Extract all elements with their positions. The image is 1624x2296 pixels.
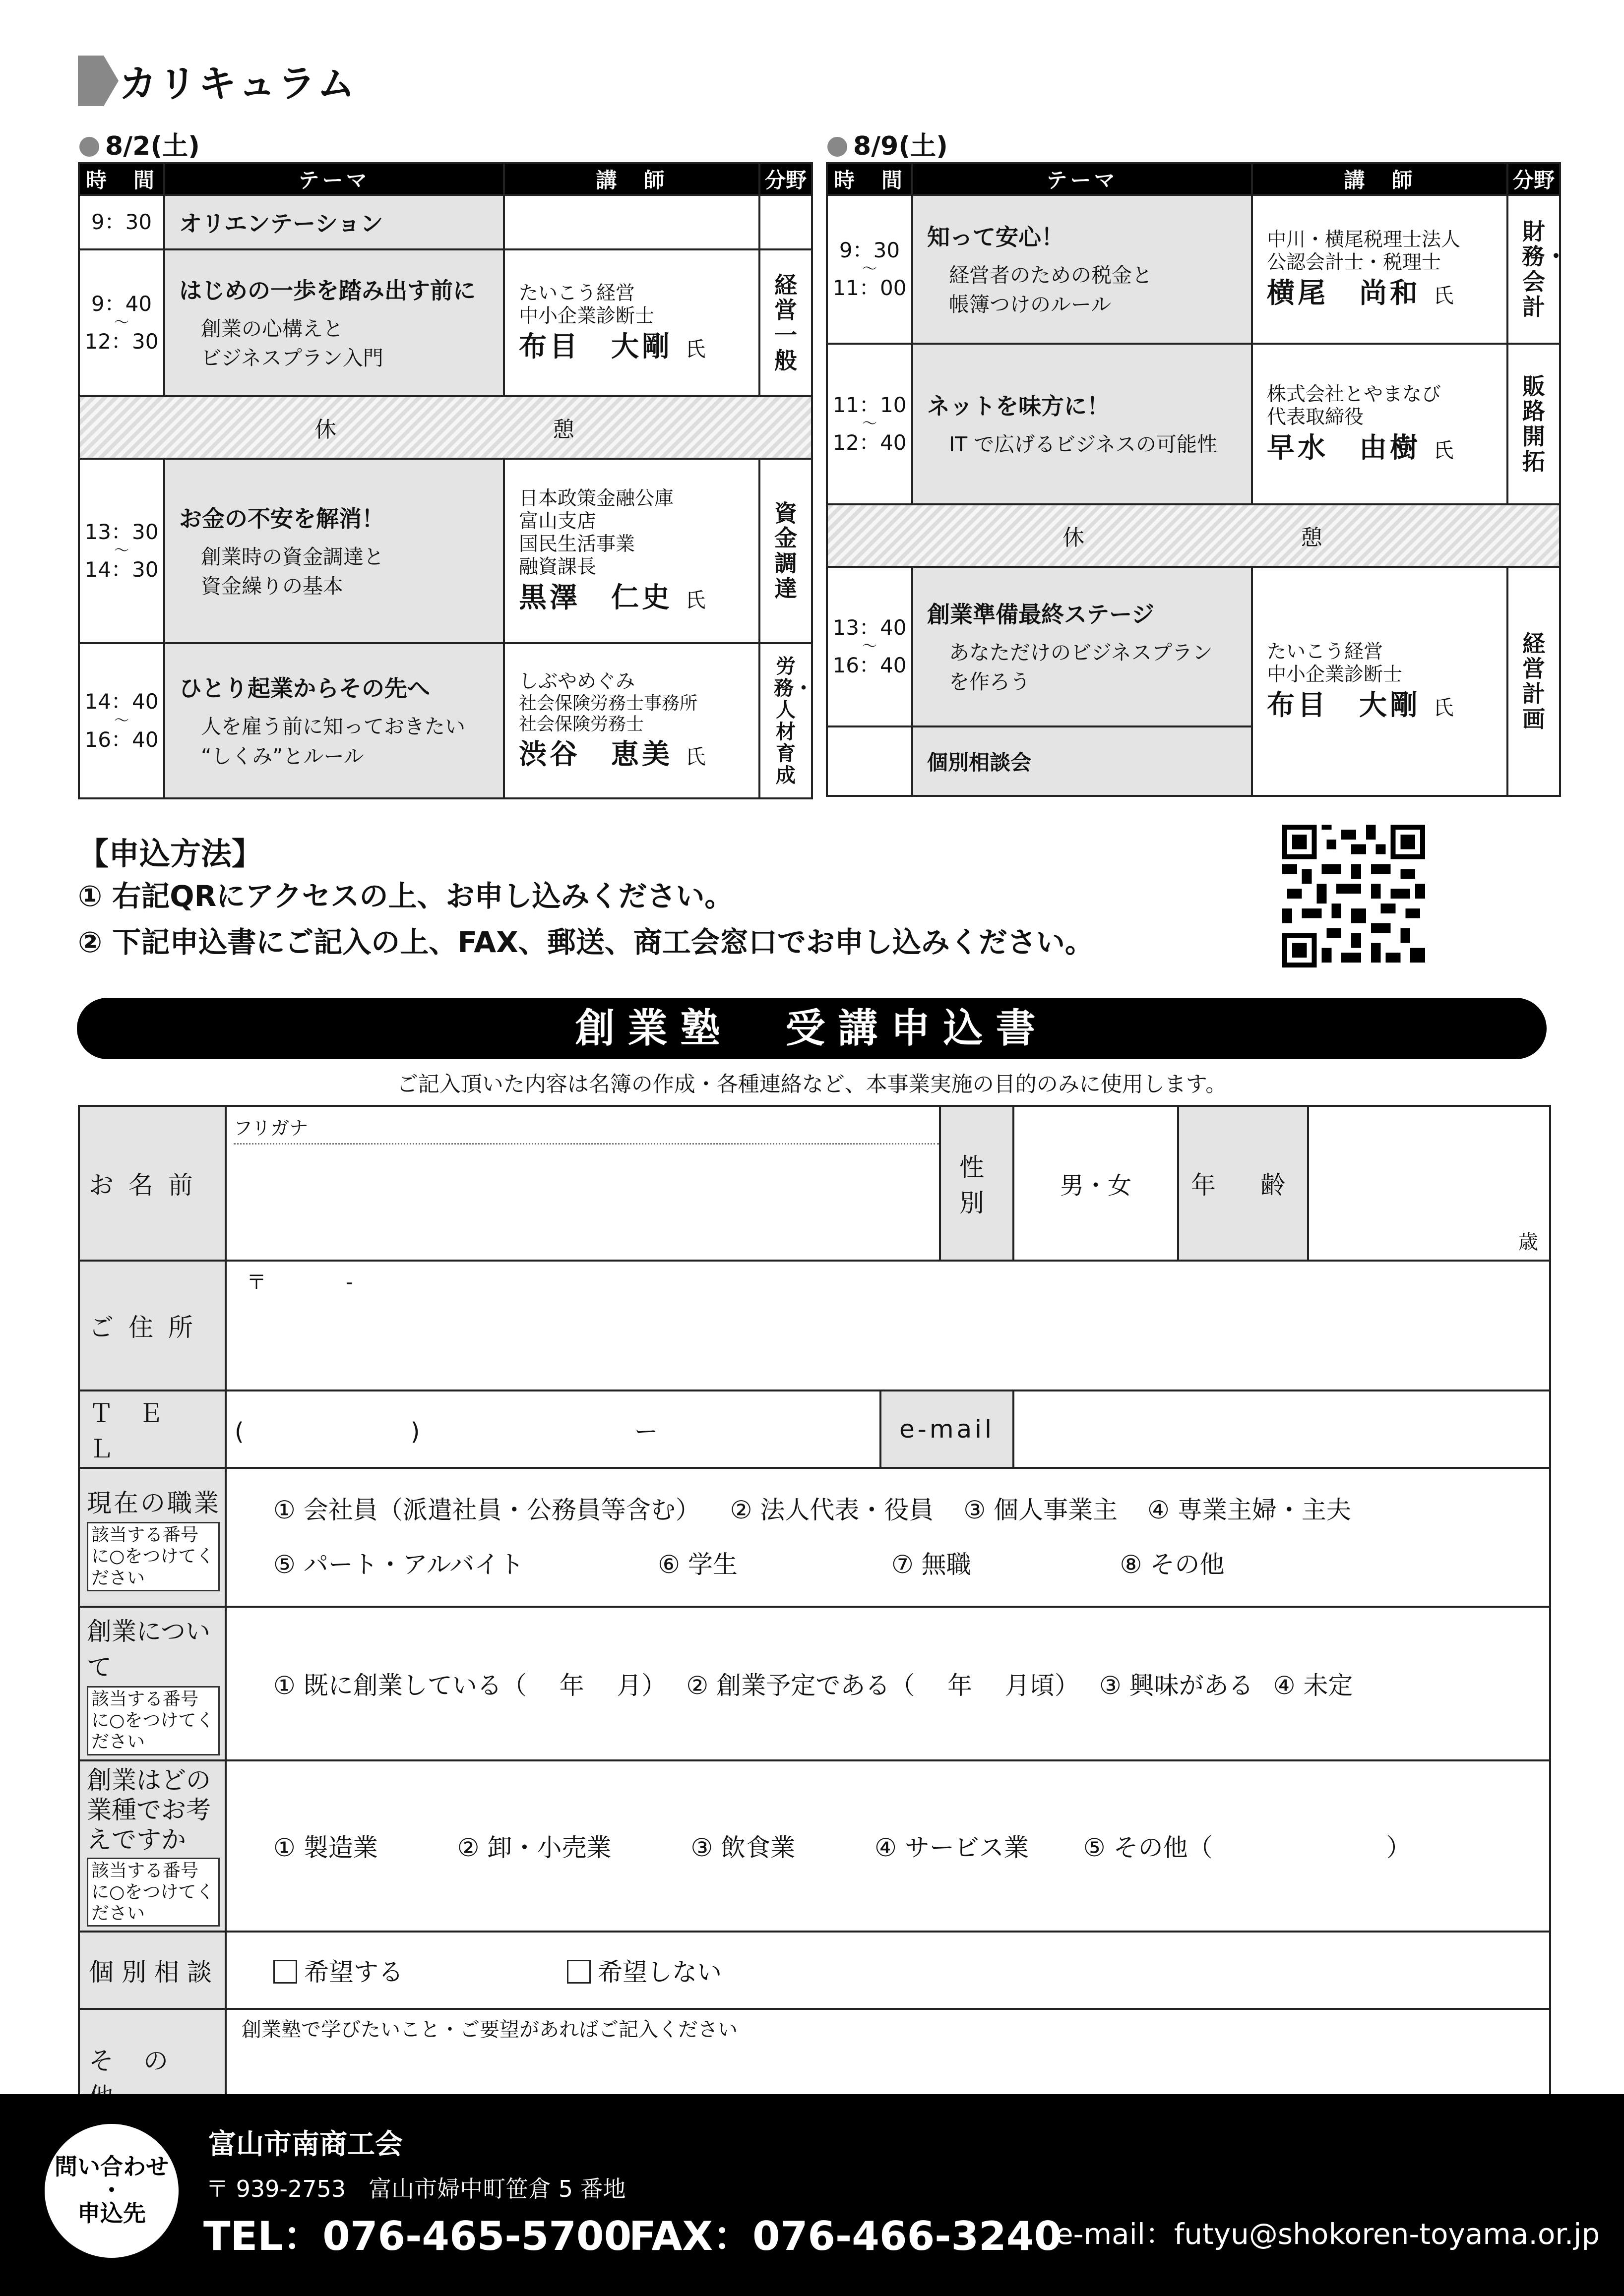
consult-label: 個別相談: [79, 1932, 226, 2009]
apply-method-title: 【申込方法】: [78, 836, 263, 872]
job-option[interactable]: ⑤ パート・アルバイト: [273, 1550, 524, 1579]
job-options[interactable]: [226, 1468, 1550, 1607]
col-time: 時 間: [827, 163, 912, 195]
job-option[interactable]: ④ 専業主婦・主夫: [1147, 1496, 1351, 1524]
address-label: ご住所: [79, 1261, 226, 1390]
tel-number[interactable]: TEL：076-465-5700: [203, 2213, 632, 2259]
gender-field[interactable]: 男・女: [1013, 1106, 1178, 1261]
form-banner: 創業塾 受講申込書: [77, 998, 1547, 1059]
lecturer-name: 布目 大剛: [519, 330, 673, 363]
col-field: 分野: [1507, 163, 1560, 195]
industry-option[interactable]: ⑤ その他（ ）: [1083, 1833, 1411, 1863]
email-field[interactable]: [1013, 1390, 1550, 1468]
checkbox-icon[interactable]: [567, 1960, 591, 1984]
checkbox-icon[interactable]: [273, 1960, 297, 1984]
lecturer-name: 横尾 尚和: [1267, 277, 1421, 309]
org-address: 〒 939-2753 富山市婦中町笹倉 5 番地: [206, 2175, 626, 2202]
job-option[interactable]: ⑥ 学生: [658, 1550, 738, 1579]
job-option[interactable]: ② 法人代表・役員: [730, 1496, 934, 1524]
tel-label: ＴＥＬ: [79, 1390, 226, 1468]
job-option[interactable]: ⑦ 無職: [891, 1550, 971, 1579]
tel-field[interactable]: ( ) ー: [226, 1390, 880, 1468]
table-row: 13：30 ～ 14：30 お金の不安を解消！ 創業時の資金調達と 資金繰りの基本 日本政策金融公庫 富山支店 国民生活事業 融資課長 黒澤 仁史 氏 資金調達: [79, 459, 812, 643]
job-label: 現在の職業 該当する番号に○をつけてください: [79, 1468, 226, 1607]
col-time: 時 間: [79, 163, 164, 195]
table-row: 14：40 ～ 16：40 ひとり起業からその先へ 人を雇う前に知っておきたい “しくみ”とルール しぶやめぐみ 社会保険労務士事務所 社会保険労務士 渋谷 恵美 氏 労務・人材育成: [79, 643, 812, 798]
industry-option[interactable]: ③ 飲食業: [690, 1833, 796, 1863]
table-row: 13：40 ～ 16：40 創業準備最終ステージ あなただけのビジネスプラン を作ろう たいこう経営 中小企業診断士 布目 大剛 氏 経営計画: [827, 567, 1560, 726]
qr-code-icon[interactable]: [1282, 825, 1425, 967]
email-address[interactable]: e-mail：futyu@shokoren-toyama.or.jp: [1056, 2217, 1600, 2251]
startup-label: 創業について 該当する番号に○をつけてください: [79, 1607, 226, 1760]
startup-option[interactable]: ② 創業予定である（ 年 月頃）: [686, 1671, 1080, 1700]
section-marker-icon: [78, 56, 104, 106]
startup-option[interactable]: ④ 未定: [1273, 1671, 1353, 1700]
job-option[interactable]: ③ 個人事業主: [963, 1496, 1118, 1524]
consult-options[interactable]: [226, 1932, 1550, 2009]
postal-code-field[interactable]: 〒 -: [247, 1271, 353, 1294]
privacy-note: ご記入頂いた内容は名簿の作成・各種連絡など、本事業実施の目的のみに使用します。: [396, 1072, 1227, 1097]
industry-label: 創業はどの業種でお考えですか 該当する番号に○をつけてください: [79, 1760, 226, 1932]
col-theme: テーマ: [164, 163, 504, 195]
lecturer-name: 渋谷 恵美: [519, 738, 673, 771]
other-label: その: [79, 2009, 226, 2145]
col-theme: テーマ: [912, 163, 1252, 195]
contact-badge: 問い合わせ ・ 申込先: [45, 2124, 179, 2258]
lecturer-name: 黒澤 仁史: [519, 581, 673, 614]
break-row: 休 憩: [79, 396, 812, 459]
startup-option[interactable]: ① 既に創業している（ 年 月）: [273, 1671, 667, 1700]
lecturer-name: 早水 由樹: [1267, 431, 1421, 464]
email-label: e-mail: [880, 1390, 1013, 1468]
day2-label: 8/9(土): [827, 125, 948, 162]
table-row: 9：30 オリエンテーション: [79, 195, 812, 249]
industry-option[interactable]: ② 卸・小売業: [457, 1833, 612, 1863]
table-row: 11：10 ～ 12：40 ネットを味方に！ IT で広げるビジネスの可能性 株式会社とやまなび 代表取締役 早水 由樹 氏 販路開拓: [827, 344, 1560, 504]
job-option[interactable]: ⑧ その他: [1120, 1550, 1225, 1579]
bullet-dot-icon: [827, 137, 847, 157]
page-title: カリキュラム: [119, 61, 357, 106]
col-field: 分野: [759, 163, 812, 195]
industry-option[interactable]: ④ サービス業: [874, 1833, 1029, 1863]
col-lecturer: 講 師: [1252, 163, 1507, 195]
name-label: お名前: [79, 1106, 226, 1261]
age-field[interactable]: [1308, 1106, 1550, 1261]
industry-option[interactable]: ① 製造業: [273, 1833, 378, 1863]
table-row: 9：40 ～ 12：30 はじめの一歩を踏み出す前に 創業の心構えと ビジネスプラン入門 たいこう経営 中小企業診断士 布目 大剛 氏 経営一般: [79, 249, 812, 396]
name-field[interactable]: [226, 1106, 940, 1261]
consult-yes[interactable]: 希望する: [304, 1958, 403, 1987]
age-label: 年 齢: [1178, 1106, 1308, 1261]
age-unit: 歳: [1518, 1231, 1539, 1254]
apply-method-line2: ② 下記申込書にご記入の上、FAX、郵送、商工会窓口でお申し込みください。: [78, 925, 1094, 959]
startup-option[interactable]: ③ 興味がある: [1099, 1671, 1253, 1700]
col-lecturer: 講 師: [504, 163, 759, 195]
day2-schedule-table: [826, 162, 1567, 797]
fax-number[interactable]: FAX：076-466-3240: [629, 2213, 1062, 2259]
break-row: 休 憩: [827, 504, 1560, 567]
org-name: 富山市南商工会: [208, 2128, 403, 2161]
day1-label: 8/2(土): [79, 125, 200, 162]
address-field[interactable]: [226, 1261, 1550, 1390]
consult-no[interactable]: 希望しない: [598, 1958, 722, 1987]
apply-method-line1: ① 右記QRにアクセスの上、お申し込みください。: [78, 879, 734, 913]
startup-options[interactable]: [226, 1607, 1550, 1760]
other-note: 創業塾で学びたいこと・ご要望があればご記入ください: [242, 2018, 738, 2042]
bullet-dot-icon: [79, 137, 99, 157]
day1-schedule-table: [78, 162, 813, 799]
lecturer-name: 布目 大剛: [1267, 689, 1421, 722]
industry-options[interactable]: [226, 1760, 1550, 1932]
table-row: 9：30 ～ 11：00 知って安心！ 経営者のための税金と 帳簿つけのルール 中川・横尾税理士法人 公認会計士・税理士 横尾 尚和 氏 財務・会計: [827, 195, 1560, 344]
gender-label: 性 別: [940, 1106, 1013, 1261]
application-form: [78, 1105, 1551, 2146]
table-row: 個別相談会: [827, 726, 1560, 796]
job-option[interactable]: ① 会社員（派遣社員・公務員等含む）: [273, 1496, 700, 1524]
furigana-label: フリガナ: [234, 1113, 939, 1145]
